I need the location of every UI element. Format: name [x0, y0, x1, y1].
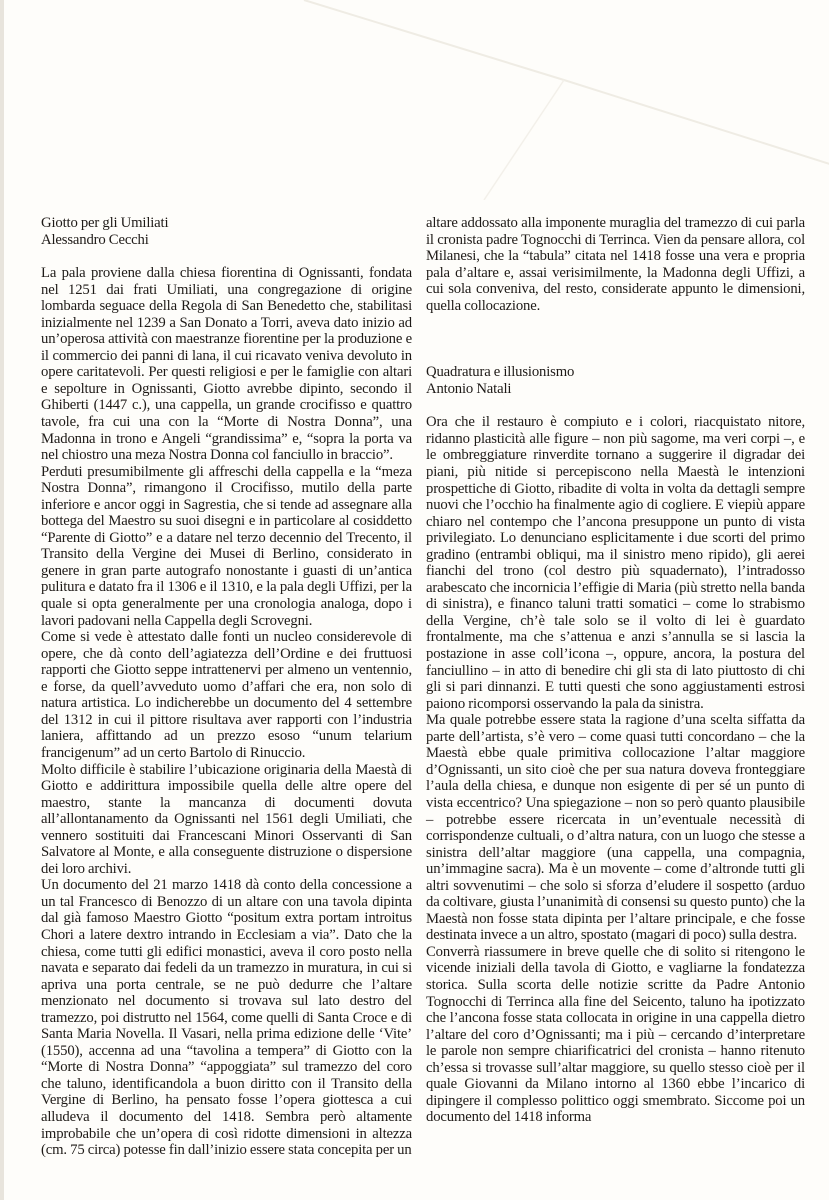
article1-paragraph-continuation: altare addossato alla imponente muraglia del tramezzo di cui parla il cronista padre Tognocchi di Terrinca. Vien da pensare allora, col Milanesi, che la “tabula” citata nel 1418 fosse una vera e propria pala d’altare e, assai verisimilmente, la Madonna degli Uffizi, a cui sola conveniva, del resto, considerate appunto le dimensioni, quella collocazione.	[426, 215, 805, 314]
article2-title: Quadratura e illusionismo	[426, 364, 575, 381]
article1-author: Alessandro Cecchi	[41, 231, 149, 248]
article1-paragraph: Molto difficile è stabilire l’ubicazione originaria della Maestà di Giotto e addirittura impossibile quella delle altre opere del maestro, stante la mancanza di documenti dovuta all’allontanamento da Ognissanti nel 1561 degli Umiliati, che vennero sostituiti dai Francescani Minori Osservanti di San Salvatore al Monte, e alla conseguente distruzione o dispersione dei loro archivi.	[41, 761, 412, 877]
left-column	[41, 215, 412, 1159]
article1-paragraph: La pala proviene dalla chiesa fiorentina di Ognissanti, fondata nel 1251 dai frati Umiliati, una congregazione di origine lombarda seguace della Regola di San Benedetto che, stabilitasi inizialmente nel 1239 a San Donato a Torri, aveva dato inizio ad un’operosa attività con maestranze fiorentine per la produzione e il commercio dei panni di lana, il cui ricavato veniva devoluto in opere caritatevoli. Per questi religiosi e per le famiglie con altari e sepolture in Ognissanti, Giotto avrebbe dipinto, secondo il Ghiberti (1447 c.), una cappella, un grande crocifisso e quattro tavole, fra cui una con la “Morte di Nostra Donna”, una Madonna in trono e Angeli “grandissima” e, “sopra la porta va nel chiostro una meza Nostra Donna col fanciullo in braccio”.	[41, 265, 412, 464]
paper-fold-shadow	[4, 0, 829, 200]
article1-paragraph: Come si vede è attestato dalle fonti un nucleo considerevole di opere, che dà conto dell’agiatezza dell’Ordine e dei fruttuosi rapporti che Giotto seppe intrattenervi per almeno un ventennio, e forse, da quell’avveduto uomo d’affari che era, non solo di natura artistica. Lo indicherebbe un documento del 4 settembre del 1312 in cui il pittore risultava aver rapporti con l’industria laniera, affittando ad un prezzo esoso “unum telarium francigenum” ad un certo Bartolo di Rinuccio.	[41, 629, 412, 761]
article2-author: Antonio Natali	[426, 380, 512, 397]
article2-paragraph: Ma quale potrebbe essere stata la ragione d’una scelta siffatta da parte dell’artista, s’è vero – come quasi tutti concordano – che la Maestà ebbe quale primitiva collocazione l’altar maggiore d’Ognissanti, un sito cioè che per sua natura doveva fronteggiare l’aula della chiesa, e dunque non esigente di per sé un punto di vista eccentrico? Una spiegazione – non so però quanto plausibile – potrebbe essere ricercata in un’eventuale necessità di corrispondenze cultuali, o d’altra natura, con un luogo che stesse a sinistra dell’altar maggiore (una cappella, una compagnia, un’immagine sacra). Ma è un movente – come d’altronde tutti gli altri sovvenutimi – che solo si sforza d’eludere il sospetto (arduo da coltivare, giusta l’unanimità di consensi su questo punto) che la Maestà non fosse stata dipinta per l’altare principale, e che fosse destinata invece a un altro, spostato (magari di poco) sulla destra.	[426, 712, 805, 944]
article1-paragraph: Perduti presumibilmente gli affreschi della cappella e la “meza Nostra Donna”, rimangono il Crocifisso, mutilo della parte inferiore e ancor oggi in Sagrestia, che si tende ad assegnare alla bottega del Maestro su suoi disegni e in particolare al cosiddetto “Parente di Giotto” e a datare nel terzo decennio del Trecento, il Transito della Vergine dei Musei di Berlino, considerato in genere in gran parte autografo nonostante i guasti di un’antica pulitura e datato fra il 1306 e il 1310, e la pala degli Uffizi, per la quale si opta generalmente per una cronologia analoga, dopo i lavori padovani nella Cappella degli Scrovegni.	[41, 463, 412, 629]
right-column	[426, 215, 805, 1126]
article1-paragraph-continued: Un documento del 21 marzo 1418 dà conto della concessione a un tal Francesco di Benozzo di un altare con una tavola dipinta dal già famoso Maestro Giotto “positum extra portam introitus Chori a latere dextro intrando in Ecclesiam a via”. Dato che la chiesa, come tutti gli edifici monastici, aveva il coro posto nella navata e separato dai fedeli da un tramezzo in muratura, in cui si apriva una porta centrale, se ne può dedurre che l’altare menzionato nel documento si trovava sul lato destro del tramezzo, poi distrutto nel 1564, come quelli di Santa Croce e di Santa Maria Novella. Il Vasari, nella prima edizione delle ‘Vite’ (1550), accenna ad una “tavolina a tempera” di Giotto con la “Morte di Nostra Donna” “appoggiata” sul tramezzo del coro che taluno, identificandola a buon diritto con il Transito della Vergine di Berlino, ha pensato fosse l’opera giottesca a cui alludeva il documento del 1418. Sembra però altamente improbabile che un’opera di così ridotte dimensioni in altezza (cm. 75 circa) potesse fin dall’inizio essere stata concepita per un	[41, 877, 412, 1159]
article2-paragraph: Ora che il restauro è compiuto e i colori, riacquistato nitore, ridanno plasticità alle figure – non più sagome, ma veri corpi –, e le ombreggiature rinverdite tornano a suggerire il digradar dei piani, più nitide si percepiscono nella Maestà le intenzioni prospettiche di Giotto, ribadite di volta in volta da dettagli sempre nuovi che l’occhio ha finalmente agio di cogliere. E viepiù appare chiaro nel contempo che l’ancona presuppone un punto di vista privilegiato. Lo denunciano esplicitamente i due scorti del primo gradino (entrambi obliqui, ma il sinistro meno ripido), gli aerei fianchi del trono (col destro più squadernato), l’intradosso arabescato che incornicia l’effigie di Maria (più stretto nella banda di sinistra), e financo taluni tratti somatici – come lo strabismo della Vergine, ch’è tale solo se il volto di lei è guardato frontalmente, ma che s’attenua e anzi s’annulla se si lascia la postazione in asse coll’icona –, oppure, ancora, la postura del fanciullino – in atto di benedire chi gli sta di lato piuttosto di chi gli si pari dinnanzi. E tutti questi che sono aggiustamenti estrosi paiono ricomporsi osservando la pala da sinistra.	[426, 414, 805, 712]
article2-paragraph: Converrà riassumere in breve quelle che di solito si ritengono le vicende iniziali della tavola di Giotto, e vagliarne la fondatezza storica. Sulla scorta delle notizie scritte da Padre Antonio Tognocchi di Terrinca alla fine del Seicento, taluno ha ipotizzato che l’ancona fosse stata collocata in origine in una cappella dietro l’altare del coro d’Ognissanti; ma i più – cercando d’interpretare le parole non sempre chiarificatrici del cronista – hanno ritenuto ch’essa si trovasse sull’altar maggiore, su quello stesso cioè per il quale Giovanni da Milano intorno al 1360 ebbe l’incarico di dipingere il complesso polittico oggi smembrato. Siccome poi un documento del 1418 informa	[426, 943, 805, 1126]
article1-title: Giotto per gli Umiliati	[41, 215, 169, 231]
